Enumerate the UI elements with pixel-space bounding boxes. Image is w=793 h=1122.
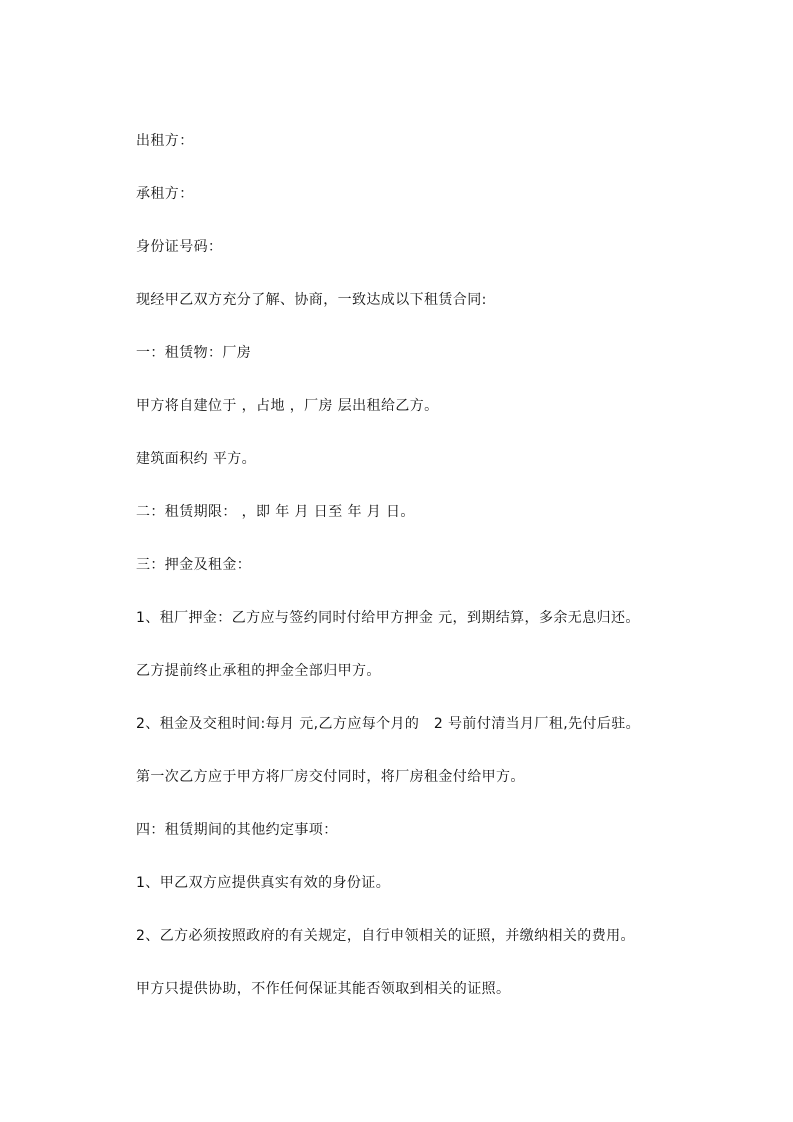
lessor-line: 出租方： bbox=[136, 133, 194, 149]
section-4-heading: 四：租赁期间的其他约定事项： bbox=[136, 822, 338, 838]
deposit-forfeit-clause: 乙方提前终止承租的押金全部归甲方。 bbox=[136, 663, 381, 679]
section-1-heading: 一：租赁物：厂房 bbox=[136, 345, 252, 361]
section-3-heading: 三：押金及租金： bbox=[136, 557, 252, 573]
license-clause: 2、乙方必须按照政府的有关规定，自行申领相关的证照，并缴纳相关的费用。 bbox=[136, 928, 635, 944]
preamble-line: 现经甲乙双方充分了解、协商，一致达成以下租赁合同: bbox=[136, 292, 487, 308]
premises-line: 甲方将自建位于 ，占地 ，厂房 层出租给乙方。 bbox=[136, 398, 439, 414]
floor-area-line: 建筑面积约 平方。 bbox=[136, 451, 257, 467]
rent-payment-clause: 2、租金及交租时间:每月 元,乙方应每个月的 2 号前付清当月厂租,先付后驻。 bbox=[136, 716, 641, 732]
deposit-clause: 1、租厂押金：乙方应与签约同时付给甲方押金 元，到期结算，多余无息归还。 bbox=[136, 610, 640, 626]
assistance-clause: 甲方只提供协助，不作任何保证其能否领取到相关的证照。 bbox=[136, 981, 511, 997]
lessee-line: 承租方： bbox=[136, 186, 194, 202]
id-card-clause: 1、甲乙双方应提供真实有效的身份证。 bbox=[136, 875, 391, 891]
section-2-heading: 二：租赁期限： ，即 年 月 日至 年 月 日。 bbox=[136, 504, 415, 520]
first-payment-clause: 第一次乙方应于甲方将厂房交付同时，将厂房租金付给甲方。 bbox=[136, 769, 525, 785]
id-number-line: 身份证号码： bbox=[136, 239, 223, 255]
